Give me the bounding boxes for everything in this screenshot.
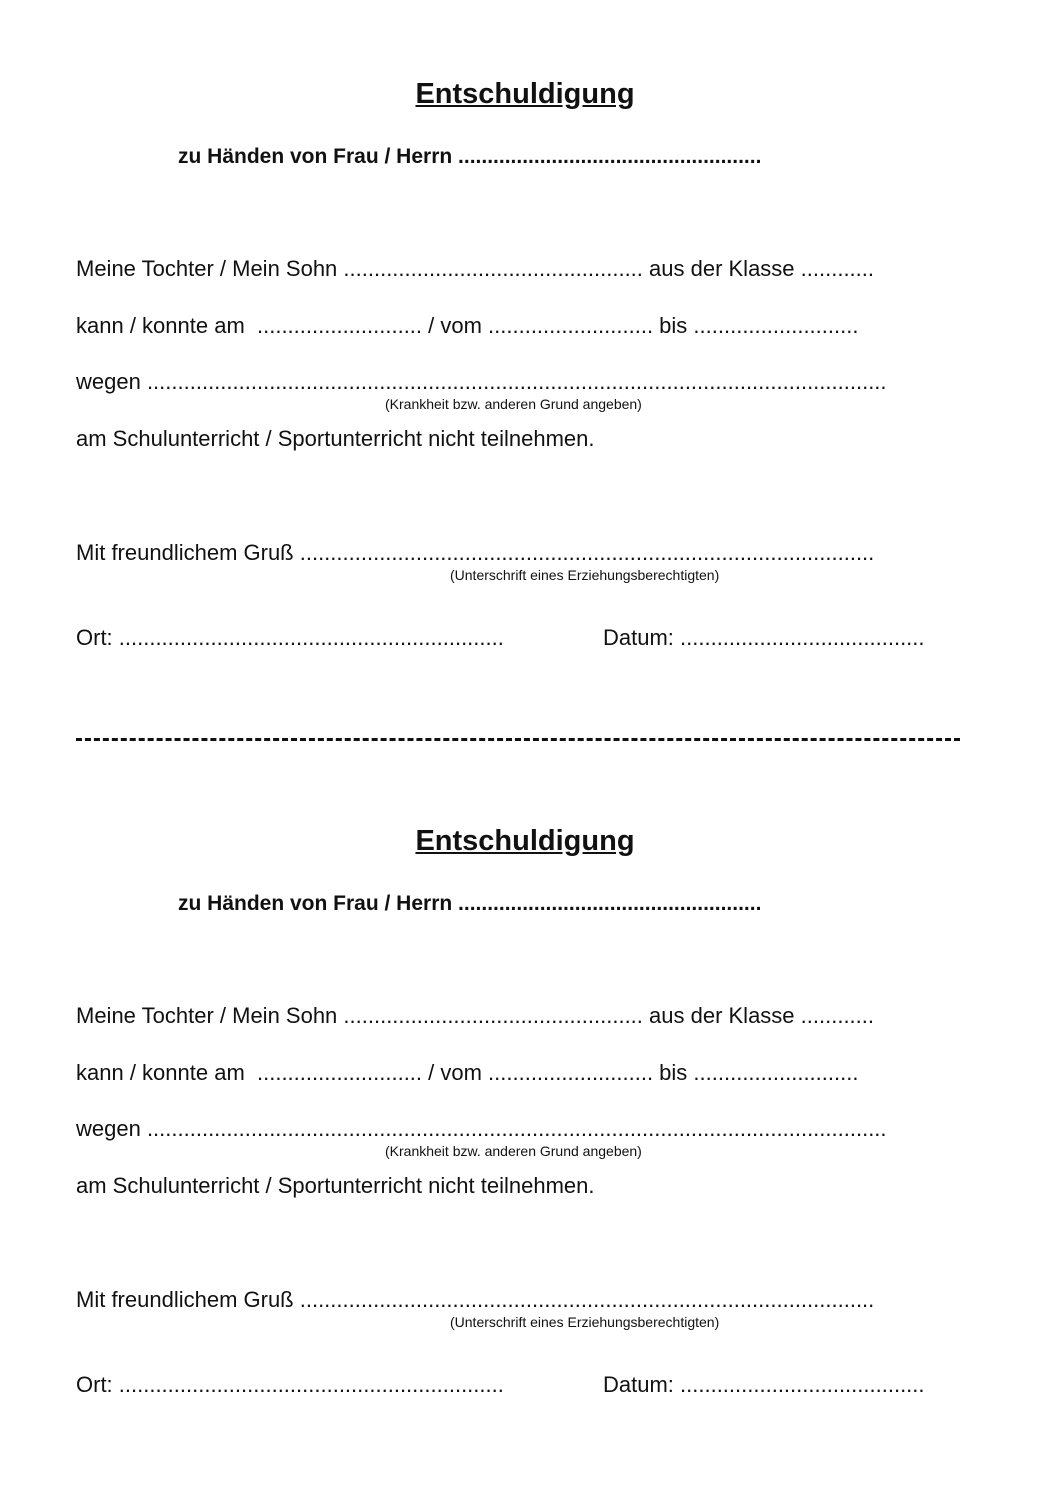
greeting-signature-line: Mit freundlichem Gruß ..............................................................................................	[76, 1287, 875, 1312]
reason-hint: (Krankheit bzw. anderen Grund angeben)	[385, 396, 642, 412]
excuse-form-top	[0, 0, 1050, 700]
student-class-line: Meine Tochter / Mein Sohn ................................................. aus der Klasse ............	[76, 256, 875, 281]
greeting-signature-line: Mit freundlichem Gruß ..............................................................................................	[76, 540, 875, 565]
reason-line: wegen .........................................................................................................................	[76, 369, 887, 394]
absence-statement: am Schulunterricht / Sportunterricht nicht teilnehmen.	[76, 426, 595, 451]
excuse-form-bottom	[0, 747, 1050, 1447]
reason-hint: (Krankheit bzw. anderen Grund angeben)	[385, 1143, 642, 1159]
date-line: Datum: ........................................	[603, 1372, 925, 1397]
form-title: Entschuldigung	[415, 78, 635, 110]
student-class-line: Meine Tochter / Mein Sohn ................................................. aus der Klasse ............	[76, 1003, 875, 1028]
cut-line-divider	[76, 738, 960, 741]
place-line: Ort: ...............................................................	[76, 1372, 504, 1397]
reason-line: wegen .........................................................................................................................	[76, 1116, 887, 1141]
recipient-line: zu Händen von Frau / Herrn ....................................................	[178, 145, 762, 168]
date-line: Datum: ........................................	[603, 625, 925, 650]
signature-hint: (Unterschrift eines Erziehungsberechtigten)	[450, 567, 720, 583]
recipient-line: zu Händen von Frau / Herrn ....................................................	[178, 892, 762, 915]
dates-line: kann / konnte am ........................... / vom ........................... bis ...........................	[76, 1060, 859, 1085]
form-title: Entschuldigung	[415, 825, 635, 857]
absence-statement: am Schulunterricht / Sportunterricht nicht teilnehmen.	[76, 1173, 595, 1198]
place-line: Ort: ...............................................................	[76, 625, 504, 650]
signature-hint: (Unterschrift eines Erziehungsberechtigten)	[450, 1314, 720, 1330]
dates-line: kann / konnte am ........................... / vom ........................... bis ...........................	[76, 313, 859, 338]
